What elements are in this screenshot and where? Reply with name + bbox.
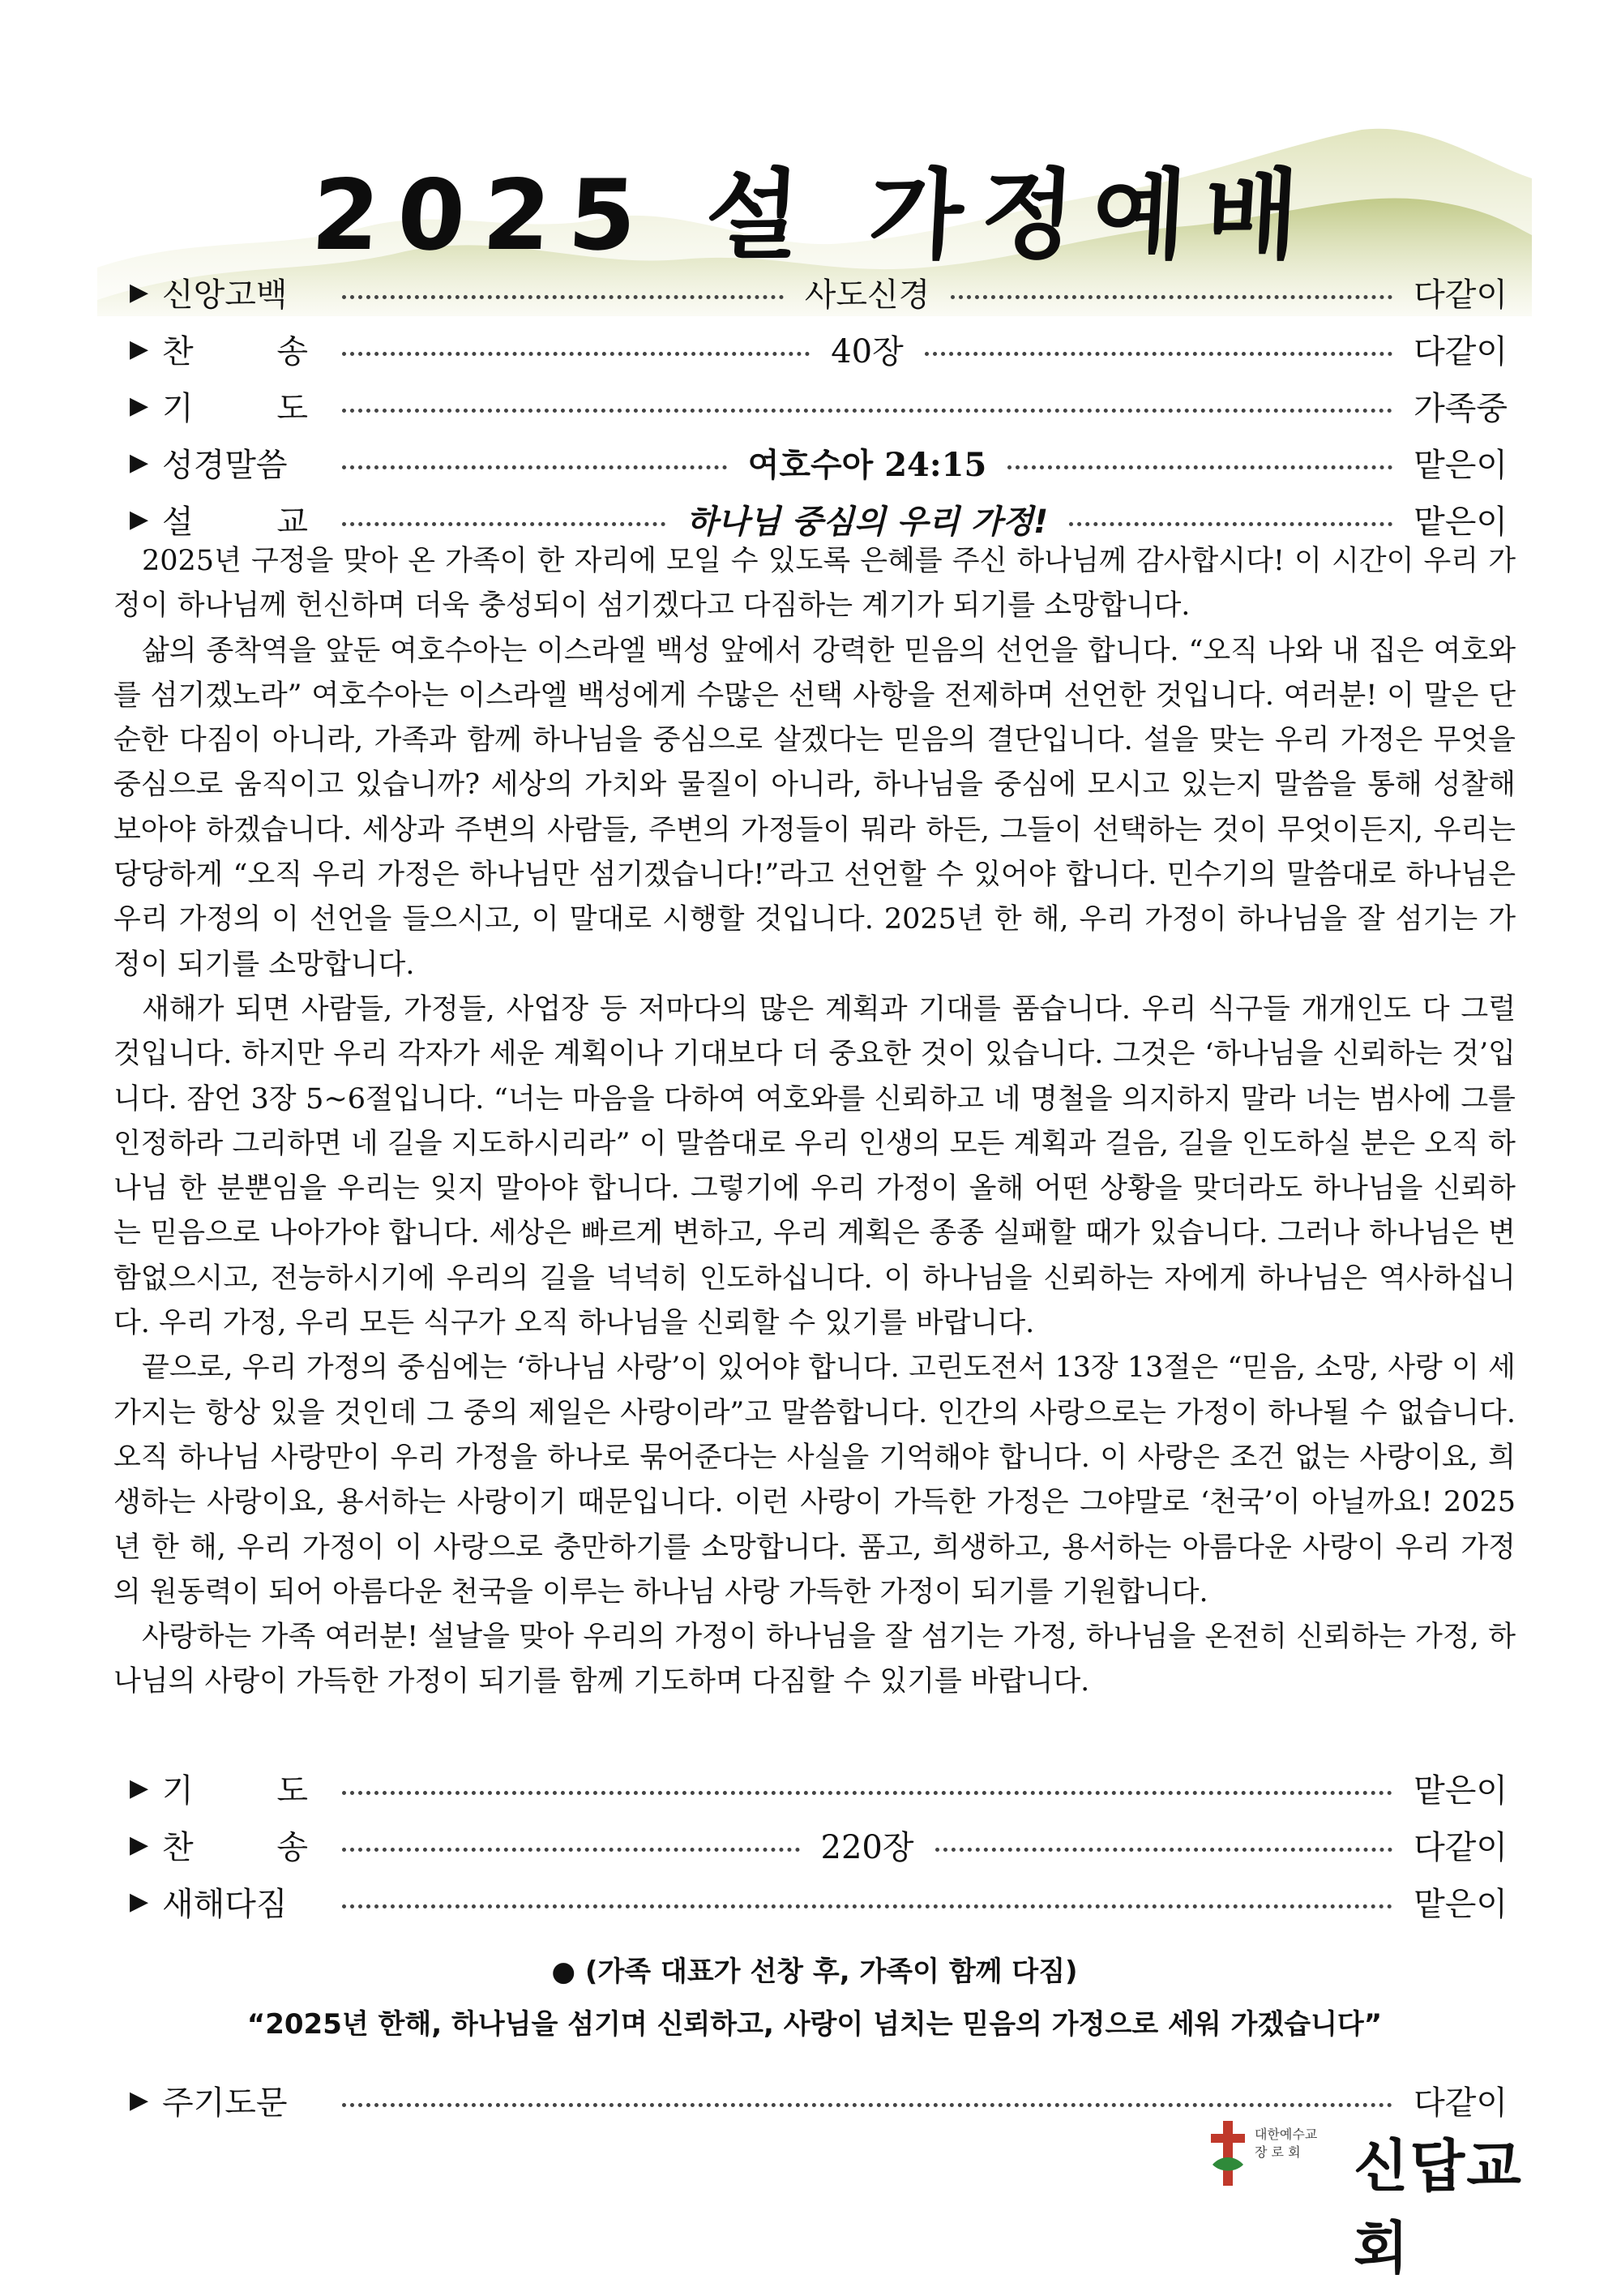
order-label: 신앙고백 <box>162 276 288 314</box>
denomination-line2: 장 로 회 <box>1255 2144 1301 2160</box>
dotted-leader <box>342 522 665 526</box>
order-label: 성경말씀 <box>162 446 288 484</box>
triangle-bullet-icon: ▶ <box>130 334 149 363</box>
order-row-prayer <box>130 377 1508 434</box>
sermon-title: 하나님 중심의 우리 가정! <box>686 503 1049 541</box>
order-label: 새해다짐 <box>162 1885 288 1923</box>
triangle-bullet-icon: ▶ <box>130 277 149 306</box>
sermon-text <box>113 539 1516 1705</box>
dotted-leader <box>342 352 810 356</box>
dotted-leader <box>935 1848 1393 1852</box>
order-label: 기 도 <box>162 389 308 427</box>
worship-order-top <box>130 263 1508 547</box>
order-row-new-year-pledge <box>130 1873 1508 1930</box>
order-row-scripture <box>130 434 1508 490</box>
triangle-bullet-icon: ▶ <box>130 1830 149 1859</box>
dotted-leader <box>342 2103 1392 2107</box>
pledge-quote: “2025년 한해, 하나님을 섬기며 신뢰하고, 사랑이 넘치는 믿음의 가정으로 세워 가겠습니다” <box>246 2008 1383 2041</box>
dotted-leader <box>342 1848 800 1852</box>
dotted-leader <box>925 352 1392 356</box>
order-center: 사도신경 <box>804 276 930 314</box>
triangle-bullet-icon: ▶ <box>130 2085 149 2114</box>
pledge-block <box>113 1946 1516 2051</box>
church-logo <box>1208 2116 1532 2281</box>
dotted-leader <box>342 1791 1392 1795</box>
order-row-prayer-2 <box>130 1759 1508 1816</box>
cross-icon <box>1208 2116 1248 2189</box>
denomination-line1: 대한예수교 <box>1255 2127 1318 2142</box>
sermon-paragraph: 2025년 구정을 맞아 온 가족이 한 자리에 모일 수 있도록 은혜를 주신 하나님께 감사합시다! 이 시간이 우리 가정이 하나님께 헌신하며 더욱 충성되이 섬기겠다고 다짐하는 계기가 되기를 소망합니다. <box>113 545 1516 623</box>
order-performer: 다같이 <box>1414 2084 1508 2122</box>
order-performer: 다같이 <box>1414 276 1508 314</box>
order-performer: 맡은이 <box>1414 1885 1508 1923</box>
worship-order-bottom <box>130 1759 1508 1930</box>
order-performer: 다같이 <box>1414 1828 1508 1866</box>
order-row-hymn-2 <box>130 1816 1508 1873</box>
triangle-bullet-icon: ▶ <box>130 391 149 420</box>
order-row-confession <box>130 263 1508 320</box>
dotted-leader <box>342 465 727 469</box>
triangle-bullet-icon: ▶ <box>130 448 149 477</box>
triangle-bullet-icon: ▶ <box>130 1773 149 1802</box>
dotted-leader <box>342 1904 1392 1908</box>
triangle-bullet-icon: ▶ <box>130 504 149 533</box>
order-label: 기 도 <box>162 1771 308 1810</box>
order-center: 40장 <box>831 332 904 371</box>
scripture-reference: 여호수아 24:15 <box>747 445 987 484</box>
order-performer: 가족중 <box>1414 389 1508 427</box>
dotted-leader <box>1069 522 1392 526</box>
sermon-paragraph: 삶의 종착역을 앞둔 여호수아는 이스라엘 백성 앞에서 강력한 믿음의 선언을 합니다. “오직 나와 내 집은 여호와를 섬기겠노라” 여호수아는 이스라엘 백성에게 수많은 선택 사항을 전제하며 선언한 것입니다. 여러분! 이 말은 단순한 다짐이 아니라, 가족과 함께 하나님을 중심으로 살겠다는 믿음의 결단입니다. 설을 맞는 우리 가정은 무엇을 중심으로 움직이고 있습니까? 세상의 가치와 물질이 아니라, 하나님을 중심에 모시고 있는지 말씀을 통해 성찰해 보아야 하겠습니다. 세상과 주변의 사람들, 주변의 가정들이 뭐라 하든, 그들이 선택하는 것이 무엇이든지, 우리는 당당하게 “오직 우리 가정은 하나님만 섬기겠습니다!”라고 선언할 수 있어야 합니다. 민수기의 말씀대로 하나님은 우리 가정의 이 선언을 들으시고, 이 말대로 시행할 것입니다. 2025년 한 해, 우리 가정이 하나님을 잘 섬기는 가정이 되기를 소망합니다. <box>113 634 1516 981</box>
pledge-note: ● (가족 대표가 선창 후, 가족이 함께 다짐) <box>551 1955 1078 1988</box>
order-row-hymn <box>130 320 1508 377</box>
dotted-leader <box>1007 465 1392 469</box>
order-performer: 맡은이 <box>1414 446 1508 484</box>
sermon-paragraph: 사랑하는 가족 여러분! 설날을 맞아 우리의 가정이 하나님을 잘 섬기는 가정, 하나님을 온전히 신뢰하는 가정, 하나님의 사랑이 가득한 가정이 되기를 함께 기도하며 다짐할 수 있기를 바랍니다. <box>113 1621 1516 1698</box>
order-label: 찬 송 <box>162 332 308 371</box>
page-title: 2025 설 가정예배 <box>309 160 1319 272</box>
order-performer: 맡은이 <box>1414 1771 1508 1810</box>
dotted-leader <box>951 295 1392 299</box>
order-label: 설 교 <box>162 503 308 541</box>
dotted-leader <box>342 409 1392 413</box>
sermon-paragraph: 새해가 되면 사람들, 가정들, 사업장 등 저마다의 많은 계획과 기대를 품습니다. 우리 식구들 개개인도 다 그럴 것입니다. 하지만 우리 각자가 세운 계획이나 기대보다 더 중요한 것이 있습니다. 그것은 ‘하나님을 신뢰하는 것’입니다. 잠언 3장 5~6절입니다. “너는 마음을 다하여 여호와를 신뢰하고 네 명철을 의지하지 말라 너는 범사에 그를 인정하라 그리하면 네 길을 지도하시리라” 이 말씀대로 우리 인생의 모든 계획과 걸음, 길을 인도하실 분은 오직 하나님 한 분뿐임을 우리는 잊지 말아야 합니다. 그렇기에 우리 가정이 올해 어떤 상황을 맞더라도 하나님을 신뢰하는 믿음으로 나아가야 합니다. 세상은 빠르게 변하고, 우리 계획은 종종 실패할 때가 있습니다. 그러나 하나님은 변함없으시고, 전능하시기에 우리의 길을 넉넉히 인도하십니다. 이 하나님을 신뢰하는 자에게 하나님은 역사하십니다. 우리 가정, 우리 모든 식구가 오직 하나님을 신뢰할 수 있기를 바랍니다. <box>113 992 1516 1340</box>
order-performer: 맡은이 <box>1414 503 1508 541</box>
church-name: 신답교회 <box>1354 2133 1523 2281</box>
order-label: 주기도문 <box>162 2084 288 2122</box>
sermon-paragraph: 끝으로, 우리 가정의 중심에는 ‘하나님 사랑’이 있어야 합니다. 고린도전서 13장 13절은 “믿음, 소망, 사랑 이 세 가지는 항상 있을 것인데 그 중의 제일은 사랑이라”고 말씀합니다. 인간의 사랑으로는 가정이 하나될 수 없습니다. 오직 하나님 사랑만이 우리 가정을 하나로 묶어준다는 사실을 기억해야 합니다. 이 사랑은 조건 없는 사랑이요, 희생하는 사랑이요, 용서하는 사랑이기 때문입니다. 이런 사랑이 가득한 가정은 그야말로 ‘천국’이 아닐까요! 2025년 한 해, 우리 가정이 이 사랑으로 충만하기를 소망합니다. 품고, 희생하고, 용서하는 아름다운 사랑이 우리 가정의 원동력이 되어 아름다운 천국을 이루는 하나님 사랑 가득한 가정이 되기를 기원합니다. <box>113 1351 1516 1608</box>
order-label: 찬 송 <box>162 1828 308 1866</box>
triangle-bullet-icon: ▶ <box>130 1887 149 1916</box>
denomination-label <box>1255 2126 1317 2161</box>
order-center: 220장 <box>820 1828 914 1866</box>
order-performer: 다같이 <box>1414 332 1508 371</box>
dotted-leader <box>342 295 784 299</box>
